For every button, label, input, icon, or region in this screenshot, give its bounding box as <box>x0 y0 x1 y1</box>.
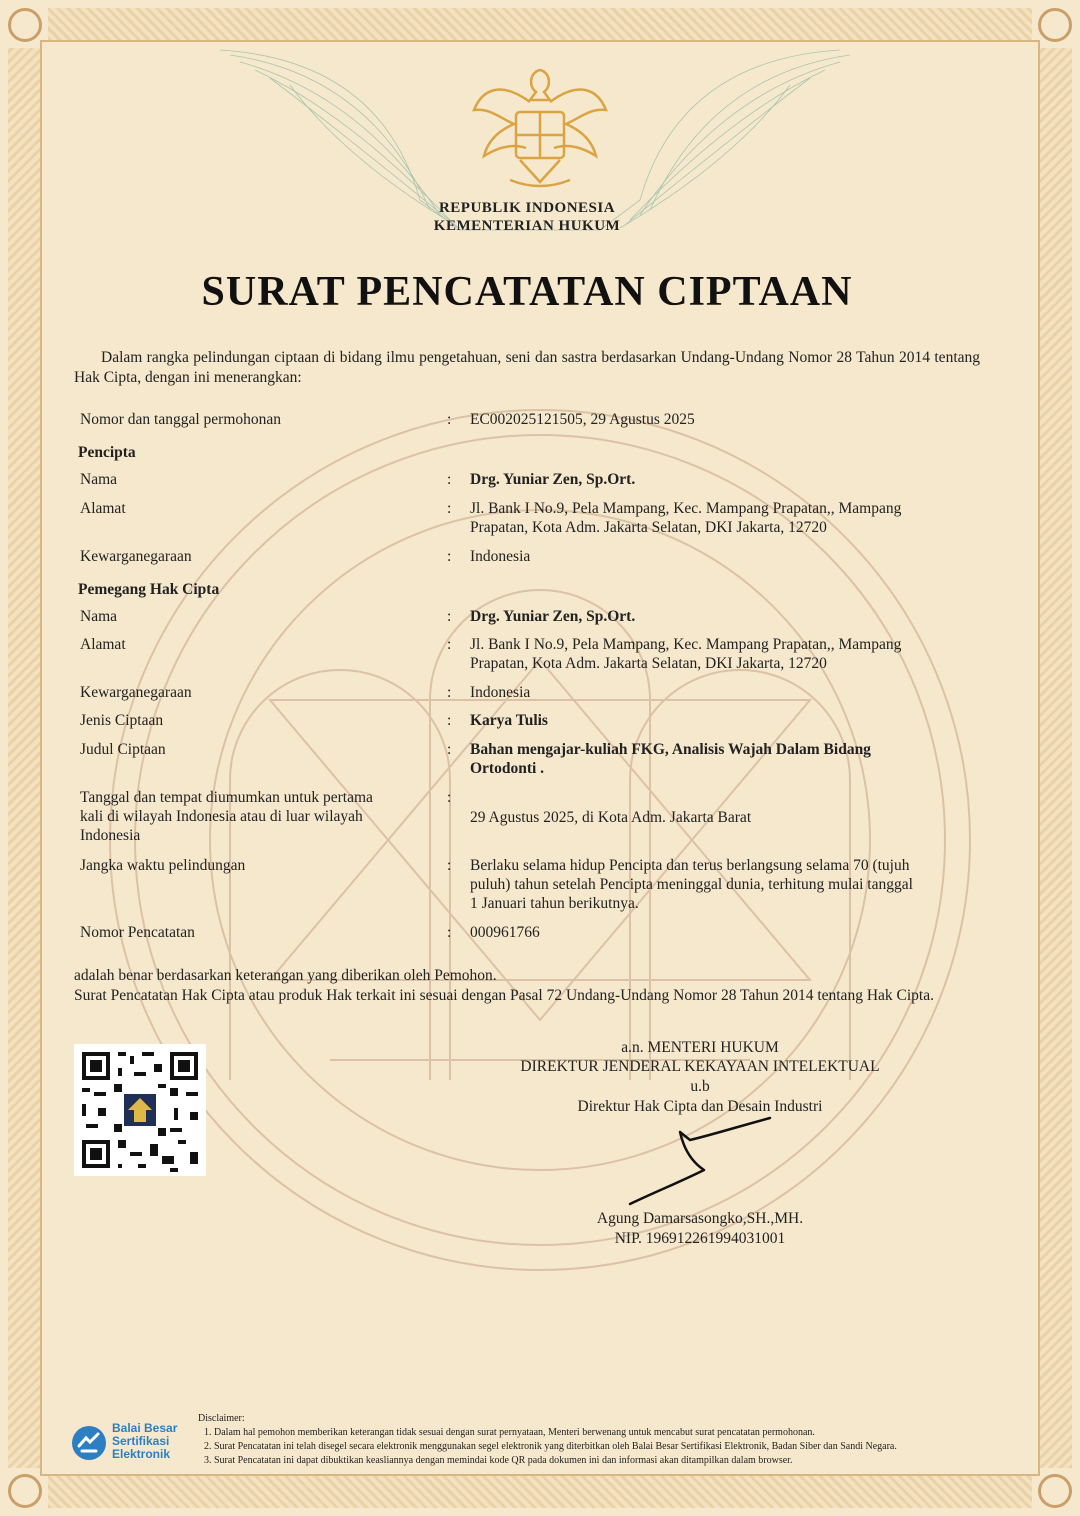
colon: : <box>447 636 452 653</box>
colon: : <box>447 924 452 941</box>
disclaimer-heading: Disclaimer: <box>198 1413 245 1424</box>
colon: : <box>447 712 452 729</box>
colon: : <box>447 857 452 874</box>
creator-address-label: Alamat <box>80 500 126 517</box>
announce-label-line2: kali di wilayah Indonesia atau di luar wilayah <box>80 808 363 825</box>
term-label: Jangka waktu pelindungan <box>80 857 246 874</box>
creator-citizenship: Indonesia <box>470 548 531 565</box>
signature-line3: u.b <box>690 1078 710 1095</box>
disclaimer-item: 3. Surat Pencatatan ini dapat dibuktikan keasliannya dengan memindai kode QR pada dokumen ini dan informasi akan ditampilkan dalam browser. <box>204 1455 793 1466</box>
colon: : <box>447 684 452 701</box>
header-republic: REPUBLIK INDONESIA <box>438 200 616 216</box>
announce-label-line1: Tanggal dan tempat diumumkan untuk pertama <box>80 789 373 806</box>
header-ministry: KEMENTERIAN HUKUM <box>433 218 621 234</box>
bsre-logo-text <box>112 1422 177 1461</box>
work-type: Karya Tulis <box>470 712 548 729</box>
colon: : <box>447 411 452 428</box>
holder-citizenship-label: Kewarganegaraan <box>80 684 192 701</box>
work-title-line2: Ortodonti . <box>470 760 545 777</box>
disclaimer-item: 1. Dalam hal pemohon memberikan keterangan tidak sesuai dengan surat pernyataan, Menteri berwenang untuk mencabut surat pencatatan permohonan. <box>204 1427 815 1438</box>
holder-name: Drg. Yuniar Zen, Sp.Ort. <box>470 608 636 625</box>
holder-heading: Pemegang Hak Cipta <box>78 581 220 598</box>
holder-name-label: Nama <box>80 608 118 625</box>
holder-address-line1: Jl. Bank I No.9, Pela Mampang, Kec. Mampang Prapatan,, Mampang <box>470 636 902 653</box>
creator-address-line2: Prapatan, Kota Adm. Jakarta Selatan, DKI Jakarta, 12720 <box>470 519 827 536</box>
work-title-line1: Bahan mengajar-kuliah FKG, Analisis Wajah Dalam Bidang <box>470 741 871 758</box>
disclaimer-item: 2. Surat Pencatatan ini telah disegel secara elektronik menggunakan segel elektronik yang diterbitkan oleh Balai Besar Sertifikasi Elektronik, Badan Siber dan Sandi Negara. <box>204 1441 897 1452</box>
bsre-line1: Balai Besar <box>112 1421 178 1435</box>
disclaimer <box>198 1412 1028 1468</box>
bsre-line2: Sertifikasi <box>112 1434 170 1448</box>
holder-citizenship: Indonesia <box>470 684 531 701</box>
work-title-label: Judul Ciptaan <box>80 741 166 758</box>
term-line2: puluh) tahun setelah Pencipta meninggal dunia, terhitung mulai tanggal <box>470 876 913 893</box>
handwritten-signature <box>620 1110 800 1210</box>
application-label: Nomor dan tanggal permohonan <box>80 411 282 428</box>
bsre-line3: Elektronik <box>112 1447 171 1461</box>
registration-label: Nomor Pencatatan <box>80 924 195 941</box>
creator-address-line1: Jl. Bank I No.9, Pela Mampang, Kec. Mampang Prapatan,, Mampang <box>470 500 902 517</box>
creator-name: Drg. Yuniar Zen, Sp.Ort. <box>470 471 636 488</box>
creator-name-label: Nama <box>80 471 118 488</box>
announce-value: 29 Agustus 2025, di Kota Adm. Jakarta Barat <box>470 809 752 826</box>
signature-line1: a.n. MENTERI HUKUM <box>621 1039 779 1056</box>
term-line3: 1 Januari tahun berikutnya. <box>470 895 639 912</box>
qr-code-icon[interactable] <box>74 1044 206 1176</box>
colon: : <box>447 608 452 625</box>
bsre-logo-icon <box>70 1424 108 1462</box>
document-title: SURAT PENCATATAN CIPTAAN <box>201 269 853 315</box>
signature-line4: Direktur Hak Cipta dan Desain Industri <box>577 1098 823 1115</box>
colon: : <box>447 741 452 758</box>
application-value: EC002025121505, 29 Agustus 2025 <box>470 411 695 428</box>
signature-line2: DIREKTUR JENDERAL KEKAYAAN INTELEKTUAL <box>520 1058 880 1075</box>
term-line1: Berlaku selama hidup Pencipta dan terus berlangsung selama 70 (tujuh <box>470 857 910 874</box>
closing-line1: adalah benar berdasarkan keterangan yang diberikan oleh Pemohon. <box>74 967 497 984</box>
registration-number: 000961766 <box>470 924 540 941</box>
colon: : <box>447 548 452 565</box>
announce-label-line3: Indonesia <box>80 827 141 844</box>
signer-nip: NIP. 196912261994031001 <box>614 1230 786 1247</box>
colon: : <box>447 500 452 517</box>
closing-line2: Surat Pencatatan Hak Cipta atau produk Hak terkait ini sesuai dengan Pasal 72 Undang-Undang Nomor 28 Tahun 2014 tentang Hak Cipta. <box>74 987 934 1004</box>
holder-address-label: Alamat <box>80 636 126 653</box>
work-type-label: Jenis Ciptaan <box>80 712 164 729</box>
garuda-emblem-icon <box>470 60 610 195</box>
colon: : <box>447 471 452 488</box>
signer-name: Agung Damarsasongko,SH.,MH. <box>596 1210 804 1227</box>
intro-paragraph: Dalam rangka pelindungan ciptaan di bidang ilmu pengetahuan, seni dan sastra berdasarkan Undang-Undang Nomor 28 Tahun 2014 tentang Hak Cipta, dengan ini menerangkan: <box>74 349 980 386</box>
creator-citizenship-label: Kewarganegaraan <box>80 548 192 565</box>
holder-address-line2: Prapatan, Kota Adm. Jakarta Selatan, DKI Jakarta, 12720 <box>470 655 827 672</box>
colon: : <box>447 789 452 806</box>
creator-heading: Pencipta <box>78 444 136 461</box>
